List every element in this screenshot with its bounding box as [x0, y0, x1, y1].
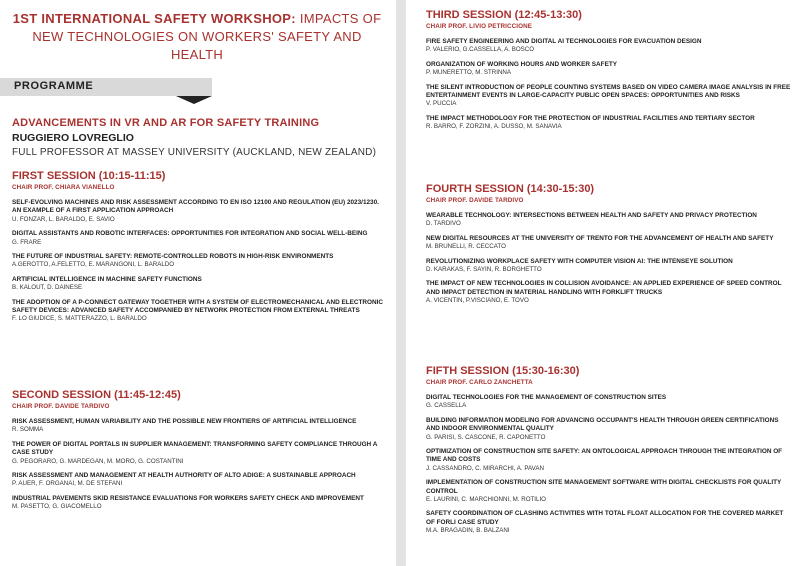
column-divider — [396, 0, 406, 566]
page-title — [12, 10, 382, 64]
talk-title: IMPLEMENTATION OF CONSTRUCTION SITE MANAGEMENT SOFTWARE WITH DIGITAL CHECKLISTS FOR QUALITY CONTROL — [426, 479, 782, 495]
talk-title: FIRE SAFETY ENGINEERING AND DIGITAL AI TECHNOLOGIES FOR EVACUATION DESIGN — [426, 38, 702, 45]
talk-item — [426, 510, 792, 535]
talk-title: THE IMPACT METHODOLOGY FOR THE PROTECTION OF INDUSTRIAL FACILITIES AND TERTIARY SECTOR — [426, 114, 755, 122]
talk-title: THE IMPACT OF NEW TECHNOLOGIES IN COLLISION AVOIDANCE: AN APPLIED EXPERIENCE OF SPEED CONTROL AND IMPACT DETECTION IN MATERIAL HANDLING WITH FORKLIFT TRUCKS — [426, 280, 782, 296]
talk-title: THE ADOPTION OF A P-CONNECT GATEWAY TOGETHER WITH A SYSTEM OF ELECTROMECHANICAL AND ELECTRONIC SAFETY DEVICES: ADVANCED SAFETY ACCOMPANIED BY NETWORK PROTECTION FROM EXTERNAL THREATS — [12, 298, 384, 315]
talk-authors: V. PUCCIA — [426, 100, 457, 108]
talk-title: ARTIFICIAL INTELLIGENCE IN MACHINE SAFETY FUNCTIONS — [12, 275, 202, 283]
talk-list — [426, 394, 792, 536]
talk-authors: G. FRARE — [12, 238, 42, 246]
talk-item — [12, 253, 384, 270]
talk-title: RISK ASSESSMENT, HUMAN VARIABILITY AND THE POSSIBLE NEW FRONTIERS OF ARTIFICIAL INTELLIGENCE — [12, 418, 357, 425]
talk-authors: D. KARAKAS, F. SAYIN, R. BORGHETTO — [426, 266, 542, 274]
talk-title: OPTIMIZATION OF CONSTRUCTION SITE SAFETY: AN ONTOLOGICAL APPROACH THROUGH THE INTEGRATION OF TIME AND COSTS — [426, 448, 783, 464]
programme-banner-arrow — [176, 96, 212, 104]
session-chair: CHAIR PROF. CARLO ZANCHETTA — [426, 379, 533, 386]
talk-item — [12, 441, 384, 466]
talk-authors: P. AUER, F. ORGANAI, M. DE STEFANI — [12, 480, 123, 488]
talk-title: INDUSTRIAL PAVEMENTS SKID RESISTANCE EVALUATIONS FOR WORKERS SAFETY CHECK AND IMPROVEMENT — [12, 494, 364, 502]
session-fourth — [426, 183, 792, 312]
programme-banner — [0, 78, 212, 96]
talk-authors: P. MUNERETTO, M. STRINNA — [426, 69, 512, 77]
talk-title: DIGITAL ASSISTANTS AND ROBOTIC INTERFACES: OPPORTUNITIES FOR INTEGRATION AND SOCIAL WELL-BEING — [12, 230, 368, 238]
talk-item — [426, 258, 792, 275]
talk-item — [12, 299, 384, 324]
keynote-affiliation: FULL PROFESSOR AT MASSEY UNIVERSITY (AUCKLAND, NEW ZEALAND) — [12, 147, 377, 158]
talk-item — [426, 280, 792, 305]
session-third — [426, 9, 792, 138]
talk-list — [12, 199, 384, 324]
talk-title: WEARABLE TECHNOLOGY: INTERSECTIONS BETWEEN HEALTH AND SAFETY AND PRIVACY PROTECTION — [426, 212, 757, 219]
talk-authors: R. BARRO, F. ZORZINI, A. DUSSO, M. SANAVIA — [426, 123, 562, 131]
talk-item — [426, 448, 792, 473]
talk-item — [426, 84, 792, 109]
session-chair: CHAIR PROF. DAVIDE TARDIVO — [426, 197, 524, 204]
talk-title: NEW DIGITAL RESOURCES AT THE UNIVERSITY OF TRENTO FOR THE ADVANCEMENT OF HEALTH AND SAFETY — [426, 234, 774, 242]
talk-item — [426, 417, 792, 442]
talk-authors: M. BRUNELLI, R. CECCATO — [426, 243, 506, 251]
session-title: FOURTH SESSION (14:30-15:30) — [426, 183, 595, 195]
talk-title: THE POWER OF DIGITAL PORTALS IN SUPPLIER MANAGEMENT: TRANSFORMING SAFETY COMPLIANCE THROUGH A CASE STUDY — [12, 440, 378, 457]
session-title: THIRD SESSION (12:45-13:30) — [426, 9, 582, 21]
talk-authors: M. PASETTO, G. GIACOMELLO — [12, 503, 102, 511]
talk-authors: A. VICENTIN, P.VISCIANO, E. TOVO — [426, 297, 529, 305]
talk-title: RISK ASSESSMENT AND MANAGEMENT AT HEALTH AUTHORITY OF ALTO ADIGE: A SUSTAINABLE APPROACH — [12, 472, 356, 480]
talk-title: BUILDING INFORMATION MODELING FOR ADVANCING OCCUPANT'S HEALTH THROUGH GREEN CERTIFICATIONS AND INDOOR ENVIRONMENTAL QUALITY — [426, 416, 779, 433]
talk-authors: D. TARDIVO — [426, 220, 461, 228]
talk-item — [426, 394, 792, 411]
talk-authors: G. CASSELLA — [426, 402, 467, 410]
talk-title: DIGITAL TECHNOLOGIES FOR THE MANAGEMENT OF CONSTRUCTION SITES — [426, 394, 667, 401]
keynote-block — [12, 116, 388, 160]
session-title: SECOND SESSION (11:45-12:45) — [12, 389, 181, 401]
talk-item — [426, 212, 792, 229]
talk-item — [426, 115, 792, 132]
talk-authors: M.A. BRAGADIN, B. BALZANI — [426, 527, 510, 535]
talk-item — [426, 235, 792, 252]
talk-authors: E. LAURINI, C. MARCHIONNI, M. ROTILIO — [426, 496, 546, 504]
talk-item — [12, 276, 384, 293]
talk-title: SAFETY COORDINATION OF CLASHING ACTIVITIES WITH TOTAL FLOAT ALLOCATION FOR THE COVERED MARKET OF FORLI CASE STUDY — [426, 510, 784, 526]
session-first — [12, 170, 384, 330]
title-bold-part: 1ST INTERNATIONAL SAFETY WORKSHOP: — [12, 11, 296, 26]
talk-authors: J. CASSANDRO, C. MIRARCHI, A. PAVAN — [426, 464, 544, 472]
talk-item — [12, 199, 384, 224]
talk-title: THE SILENT INTRODUCTION OF PEOPLE COUNTING SYSTEMS BASED ON VIDEO CAMERA IMAGE ANALYSIS IN FREE ENTERTAINMENT EVENTS IN LARGE-CAPACITY PUBLIC OPEN SPACES: OPPORTUNITIES AND RISKS — [426, 83, 791, 100]
programme-label: PROGRAMME — [14, 80, 94, 92]
talk-authors: G. PARISI, S. CASCONE, R. CAPONETTO — [426, 433, 546, 441]
talk-item — [426, 479, 792, 504]
talk-authors: G. PEGORARO, G. MARDEGAN, M. MORO, G. COSTANTINI — [12, 457, 184, 465]
talk-item — [12, 230, 384, 247]
session-title: FIRST SESSION (10:15-11:15) — [12, 170, 166, 182]
session-chair: CHAIR PROF. CHIARA VIANELLO — [12, 184, 115, 191]
talk-title: REVOLUTIONIZING WORKPLACE SAFETY WITH COMPUTER VISION AI: THE INTENSEYE SOLUTION — [426, 257, 733, 265]
talk-item — [426, 61, 792, 78]
talk-authors: A.GEROTTO, A.FELETTO, E. MARANGONI, L. BARALDO — [12, 261, 175, 269]
talk-title: THE FUTURE OF INDUSTRIAL SAFETY: REMOTE-CONTROLLED ROBOTS IN HIGH-RISK ENVIRONMENTS — [12, 253, 334, 261]
talk-item — [12, 472, 384, 489]
session-title: FIFTH SESSION (15:30-16:30) — [426, 365, 580, 377]
talk-list — [12, 418, 384, 512]
talk-authors: F. LO GIUDICE, S. MATTERAZZO, L. BARALDO — [12, 315, 147, 323]
session-second — [12, 389, 384, 518]
talk-authors: P. VALERIO, G.CASSELLA, A. BOSCO — [426, 46, 535, 54]
keynote-title: ADVANCEMENTS IN VR AND AR FOR SAFETY TRAINING — [12, 117, 320, 129]
talk-authors: R. SOMMA — [12, 426, 44, 434]
session-chair: CHAIR PROF. LIVIO PETRICCIONE — [426, 23, 533, 30]
talk-list — [426, 38, 792, 132]
talk-title: SELF-EVOLVING MACHINES AND RISK ASSESSMENT ACCORDING TO EN ISO 12100 AND REGULATION (EU) 2023/1230. AN EXAMPLE OF A FIRST APPLICATION APPROACH — [12, 199, 379, 215]
session-fifth — [426, 365, 792, 542]
talk-authors: U. FONZAR, L. BARALDO, E. SAVIO — [12, 215, 115, 223]
title-rest-part: IMPACTS OF NEW TECHNOLOGIES ON WORKERS' SAFETY AND HEALTH — [32, 11, 382, 62]
right-column — [406, 0, 800, 566]
talk-item — [426, 38, 792, 55]
talk-item — [12, 418, 384, 435]
talk-title: ORGANIZATION OF WORKING HOURS AND WORKER SAFETY — [426, 60, 618, 68]
talk-authors: B. KALOUT, D. DAINESE — [12, 284, 83, 292]
session-chair: CHAIR PROF. DAVIDE TARDIVO — [12, 403, 110, 410]
talk-item — [12, 495, 384, 512]
talk-list — [426, 212, 792, 306]
left-column — [0, 0, 396, 566]
keynote-speaker: RUGGIERO LOVREGLIO — [12, 132, 134, 144]
